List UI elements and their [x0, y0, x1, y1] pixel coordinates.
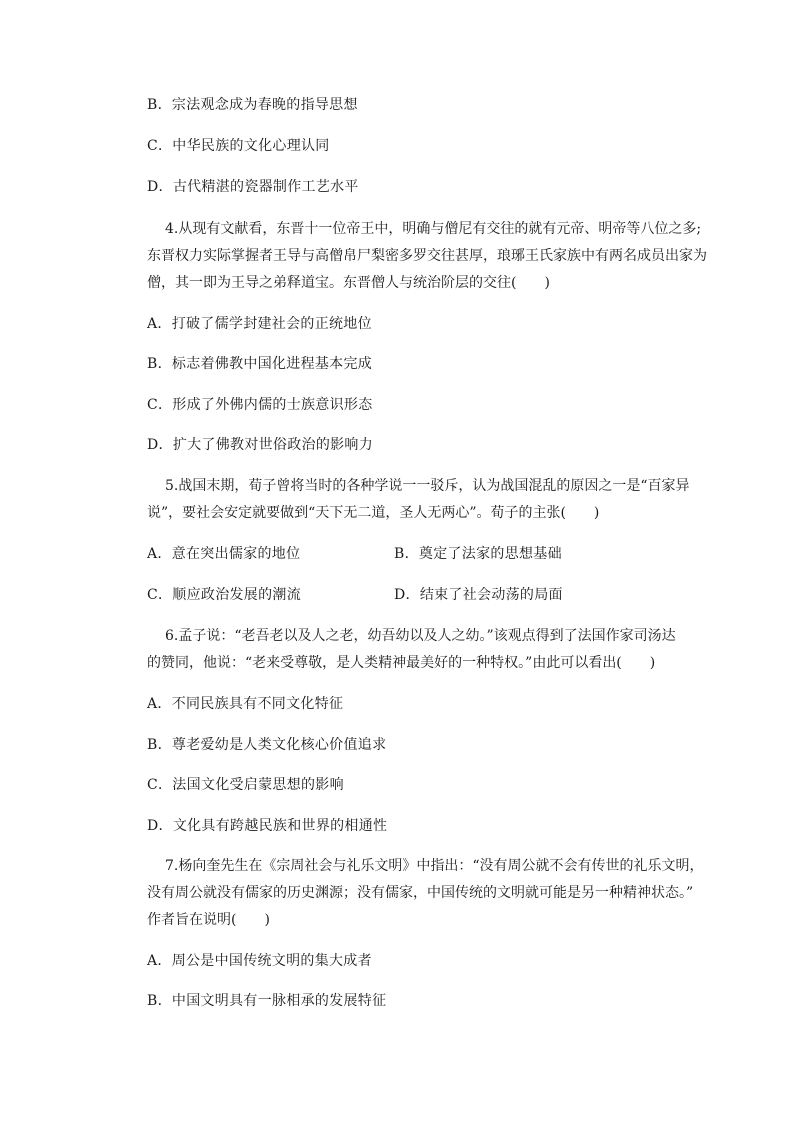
- q7-option-a: A．周公是中国传统文明的集大成者: [147, 953, 372, 969]
- q7-option-b: B．中国文明具有一脉相承的发展特征: [147, 993, 387, 1009]
- q4-option-a: A．打破了儒学封建社会的正统地位: [147, 316, 372, 332]
- q6-option-d: D．文化具有跨越民族和世界的相通性: [147, 818, 388, 834]
- q3-option-c: C．中华民族的文化心理认同: [147, 138, 330, 154]
- q4-stem-line-2: 东晋权力实际掌握者王导与高僧帛尸梨密多罗交往甚厚，琅琊王氏家族中有两名成员出家为: [147, 248, 707, 264]
- q6-option-c: C．法国文化受启蒙思想的影响: [147, 777, 344, 793]
- q6-option-b: B．尊老爱幼是人类文化核心价值追求: [147, 737, 387, 753]
- q5-stem-line-1: 5.战国末期，荀子曾将当时的各种学说一一驳斥，认为战国混乱的原因之一是“百家异: [165, 478, 690, 494]
- q4-stem-line-1: 4.从现有文献看，东晋十一位帝王中，明确与僧尼有交往的就有元帝、明帝等八位之多;: [165, 221, 702, 237]
- q5-stem-line-2: 说”，要社会安定就要做到“天下无二道，圣人无两心”。荀子的主张( ): [147, 505, 600, 521]
- q6-option-a: A．不同民族具有不同文化特征: [147, 696, 344, 712]
- q4-option-c: C．形成了外佛内儒的士族意识形态: [147, 397, 373, 413]
- q4-option-d: D．扩大了佛教对世俗政治的影响力: [147, 437, 374, 453]
- q7-stem-line-1: 7.杨向奎先生在《宗周社会与礼乐文明》中指出：“没有周公就不会有传世的礼乐文明，: [165, 858, 704, 874]
- q4-option-b: B．标志着佛教中国化进程基本完成: [147, 356, 373, 372]
- q7-stem-line-2: 没有周公就没有儒家的历史渊源；没有儒家，中国传统的文明就可能是另一种精神状态。”: [147, 885, 694, 901]
- q5-option-a: A．意在突出儒家的地位: [147, 546, 301, 562]
- q5-option-d: D．结束了社会动荡的局面: [394, 587, 563, 603]
- q5-option-c: C．顺应政治发展的潮流: [147, 587, 302, 603]
- q5-option-b: B．奠定了法家的思想基础: [394, 546, 562, 562]
- q3-option-d: D．古代精湛的瓷器制作工艺水平: [147, 179, 359, 195]
- q7-stem-line-3: 作者旨在说明( ): [147, 912, 270, 928]
- q4-stem-line-3: 僧，其一即为王导之弟释道宝。东晋僧人与统治阶层的交往( ): [147, 275, 550, 291]
- q6-stem-line-2: 的赞同，他说：“老来受尊敬，是人类精神最美好的一种特权。”由此可以看出( ): [147, 655, 656, 671]
- q6-stem-line-1: 6.孟子说：“老吾老以及人之老，幼吾幼以及人之幼。”该观点得到了法国作家司汤达: [165, 628, 676, 644]
- q3-option-b: B．宗法观念成为春晚的指导思想: [147, 97, 358, 113]
